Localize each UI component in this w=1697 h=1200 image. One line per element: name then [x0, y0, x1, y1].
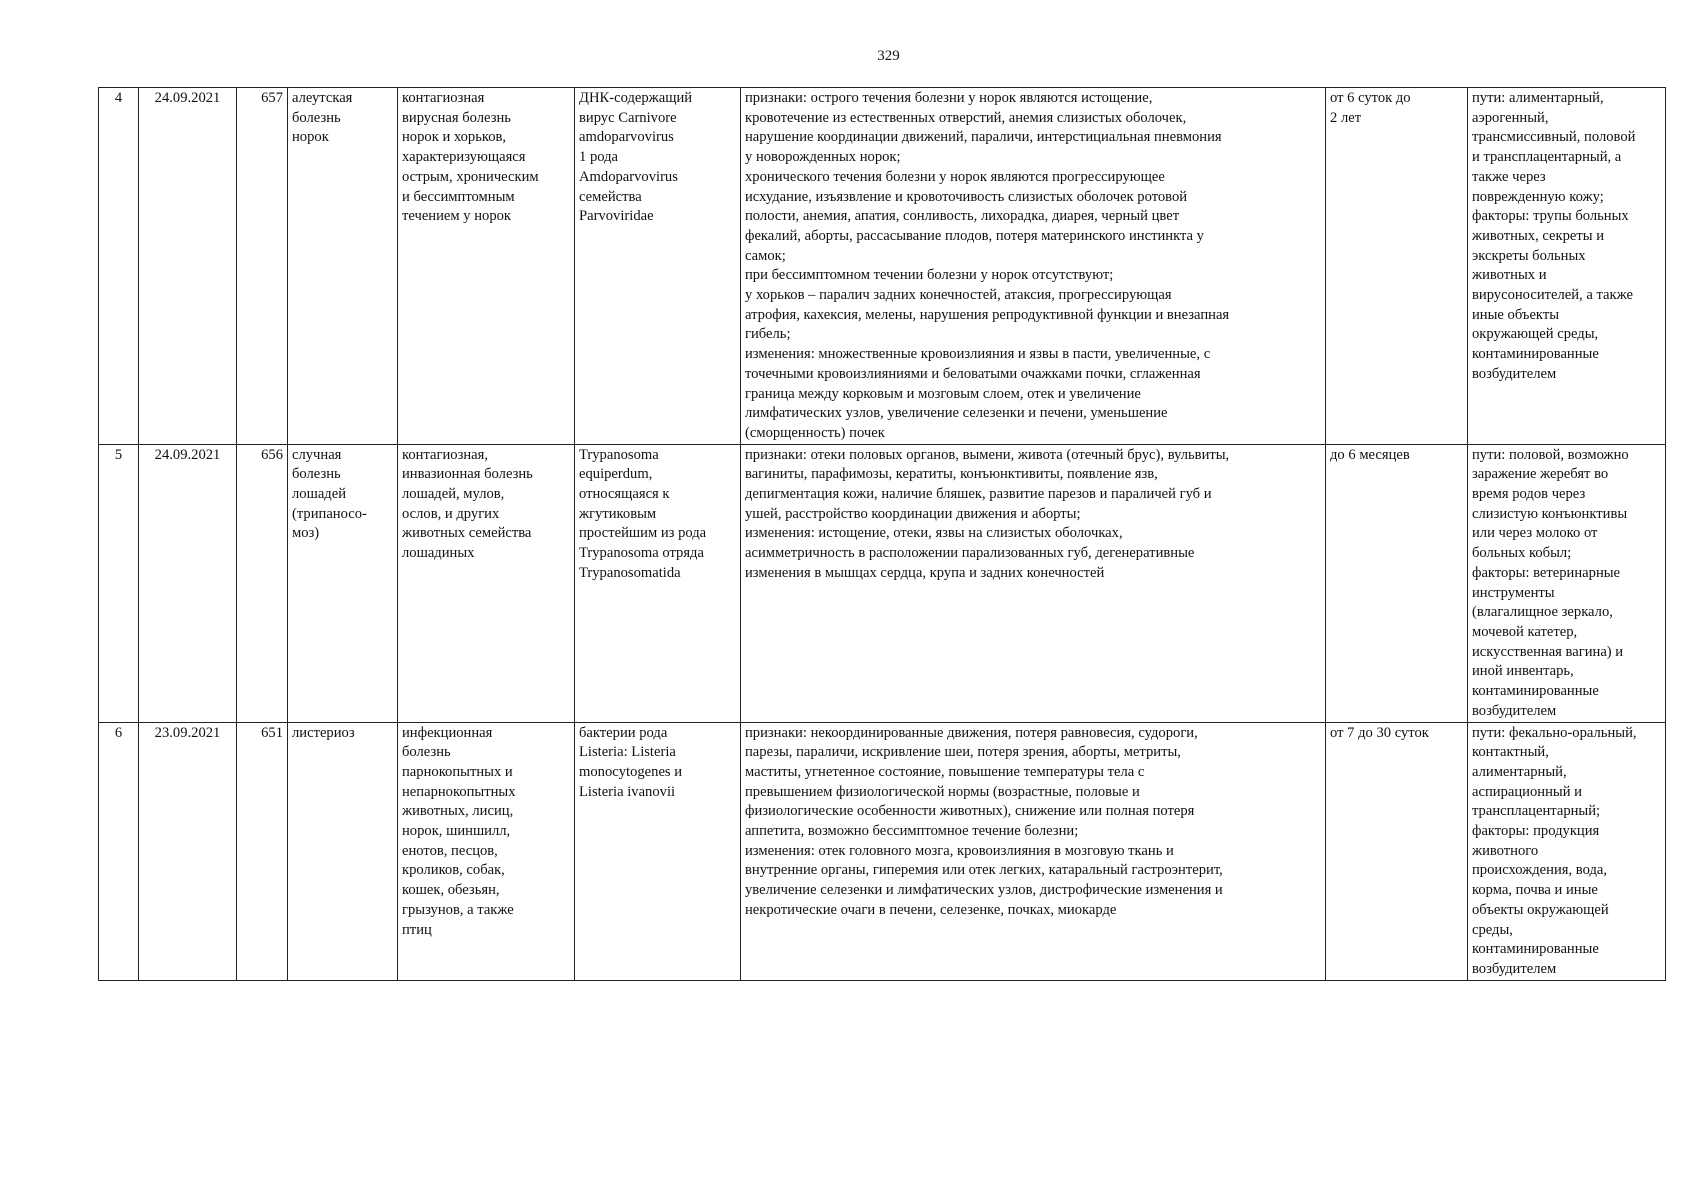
text-line: грызунов, а также — [402, 901, 514, 918]
text-line: мочевой катетер, — [1472, 623, 1578, 640]
text-line: атрофия, кахексия, мелены, нарушения репродуктивной функции и внезапная — [745, 306, 1230, 323]
registry-body — [99, 88, 1666, 981]
text-line: непарнокопытных — [402, 783, 516, 800]
text-line: острым, хроническим — [402, 168, 539, 185]
text-line: от 6 суток до — [1330, 90, 1411, 106]
incubation-cell — [1326, 88, 1468, 445]
text-line: возбудителем — [1472, 702, 1557, 719]
text-line: признаки: отеки половых органов, вымени, живота (отечный брус), вульвиты, — [745, 446, 1230, 463]
definition-cell — [398, 722, 575, 980]
text-line: пути: фекально-оральный, — [1472, 724, 1637, 741]
date-cell: 24.09.2021 — [139, 444, 237, 722]
text-line: вирус Carnivore — [579, 109, 677, 126]
text-line: иной инвентарь, — [1472, 663, 1574, 680]
text-line: признаки: некоординированные движения, потеря равновесия, судороги, — [745, 724, 1198, 741]
text-line: 1 рода — [579, 149, 619, 166]
signs-cell — [741, 722, 1326, 980]
text-line: полости, анемия, апатия, сонливость, лихорадка, диарея, черный цвет — [745, 208, 1180, 225]
text-line: контаминированные — [1472, 346, 1599, 363]
text-line: возбудителем — [1472, 960, 1557, 977]
text-line: бактерии рода — [579, 724, 668, 741]
text-line: контаминированные — [1472, 941, 1599, 958]
text-line: искусственная вагина) и — [1472, 643, 1624, 660]
text-line: иные объекты — [1472, 306, 1560, 323]
text-line: контагиозная, — [402, 446, 488, 463]
page-number: 329 — [877, 48, 900, 64]
text-line: слизистую конъюнктивы — [1472, 505, 1628, 522]
code-cell: 656 — [237, 444, 288, 722]
text-line: факторы: продукция — [1472, 823, 1600, 840]
incubation-cell — [1326, 444, 1468, 722]
text-line: трансмиссивный, половой — [1472, 129, 1636, 146]
text-line: экскреты больных — [1472, 247, 1586, 264]
table-row — [99, 444, 1666, 722]
text-line: изменения: отек головного мозга, кровоизлияния в мозговую ткань и — [745, 842, 1174, 859]
text-line: аэрогенный, — [1472, 109, 1549, 126]
text-line: корма, почва и иные — [1472, 882, 1598, 899]
disease-registry-table — [98, 87, 1666, 981]
text-line: у новорожденных норок; — [745, 149, 901, 166]
disease-name-cell — [288, 722, 398, 980]
text-line: объекты окружающей — [1472, 901, 1609, 918]
disease-name-cell — [288, 444, 398, 722]
text-line: птиц — [402, 921, 432, 938]
text-line: случная — [292, 446, 342, 463]
text-line: трансплацентарный; — [1472, 803, 1601, 820]
text-line: Trypanosoma — [579, 446, 659, 463]
text-line: или через молоко от — [1472, 525, 1598, 542]
text-line: amdoparvovirus — [579, 129, 674, 146]
text-line: простейшим из рода — [579, 525, 707, 542]
definition-cell — [398, 88, 575, 445]
text-line: животного — [1472, 842, 1539, 859]
text-line: Amdoparvovirus — [579, 168, 678, 185]
text-line: животных семейства — [402, 525, 532, 542]
text-line: пути: алиментарный, — [1472, 90, 1604, 106]
text-line: исхудание, изъязвление и кровоточивость слизистых оболочек ротовой — [745, 188, 1188, 205]
text-line: происхождения, вода, — [1472, 862, 1608, 879]
text-line: относящаяся к — [579, 486, 670, 503]
text-line: животных и — [1472, 267, 1547, 284]
row-number-cell: 5 — [99, 444, 139, 722]
text-line: при бессимптомном течении болезни у норок отсутствуют; — [745, 267, 1114, 284]
text-line: у хорьков – паралич задних конечностей, атаксия, прогрессирующая — [745, 287, 1172, 304]
text-line: факторы: трупы больных — [1472, 208, 1629, 225]
text-line: лошадей, мулов, — [402, 486, 505, 503]
text-line: Listeria: Listeria — [579, 744, 676, 761]
disease-name-cell — [288, 88, 398, 445]
text-line: время родов через — [1472, 486, 1586, 503]
routes-cell — [1468, 88, 1666, 445]
text-line: семейства — [579, 188, 642, 205]
text-line: контагиозная — [402, 90, 485, 106]
text-line: жгутиковым — [579, 505, 657, 522]
text-line: болезнь — [402, 744, 451, 761]
text-line: ушей, расстройство координации движения и аборты; — [745, 505, 1081, 522]
text-line: моз) — [292, 525, 320, 542]
text-line: нарушение координации движений, параличи, интерстициальная пневмония — [745, 129, 1222, 146]
text-line: некротические очаги в печени, селезенке, почках, миокарде — [745, 901, 1117, 918]
text-line: животных, секреты и — [1472, 227, 1605, 244]
text-line: (сморщенность) почек — [745, 424, 885, 441]
code-cell: 651 — [237, 722, 288, 980]
text-line: лошадиных — [402, 545, 475, 562]
text-line: ослов, и других — [402, 505, 500, 522]
text-line: 2 лет — [1330, 109, 1362, 126]
text-line: гибель; — [745, 326, 791, 343]
text-line: equiperdum, — [579, 466, 653, 483]
text-line: инструменты — [1472, 584, 1555, 601]
text-line: внутренние органы, гиперемия или отек легких, катаральный гастроэнтерит, — [745, 862, 1223, 879]
text-line: норок и хорьков, — [402, 129, 507, 146]
text-line: алиментарный, — [1472, 763, 1567, 780]
definition-cell — [398, 444, 575, 722]
signs-cell — [741, 88, 1326, 445]
incubation-cell — [1326, 722, 1468, 980]
text-line: лимфатических узлов, увеличение селезенки и печени, уменьшение — [745, 405, 1168, 422]
text-line: поврежденную кожу; — [1472, 188, 1604, 205]
text-line: Trypanosoma отряда — [579, 545, 704, 562]
text-line: заражение жеребят во — [1472, 466, 1609, 483]
text-line: вирусоносителей, а также — [1472, 287, 1633, 304]
routes-cell — [1468, 444, 1666, 722]
text-line: больных кобыл; — [1472, 545, 1572, 562]
text-line: лошадей — [292, 486, 347, 503]
text-line: от 7 до 30 суток — [1330, 724, 1429, 741]
code-cell: 657 — [237, 88, 288, 445]
text-line: парезы, параличи, искривление шеи, потеря зрения, аборты, метриты, — [745, 744, 1181, 761]
table-row — [99, 88, 1666, 445]
text-line: вирусная болезнь — [402, 109, 511, 126]
text-line: контаминированные — [1472, 683, 1599, 700]
text-line: течением у норок — [402, 208, 512, 225]
text-line: болезнь — [292, 109, 341, 126]
text-line: физиологические особенности животных), снижение или полная потеря — [745, 803, 1195, 820]
text-line: Trypanosomatida — [579, 564, 681, 581]
text-line: признаки: острого течения болезни у норок являются истощение, — [745, 90, 1153, 106]
text-line: кровотечение из естественных отверстий, анемия слизистых оболочек, — [745, 109, 1187, 126]
signs-cell — [741, 444, 1326, 722]
text-line: маститы, угнетенное состояние, повышение температуры тела с — [745, 763, 1145, 780]
text-line: до 6 месяцев — [1330, 446, 1410, 463]
date-cell: 24.09.2021 — [139, 88, 237, 445]
text-line: ДНК-содержащий — [579, 90, 693, 106]
row-number-cell: 4 — [99, 88, 139, 445]
text-line: аспирационный и — [1472, 783, 1582, 800]
text-line: изменения в мышцах сердца, крупа и задних конечностей — [745, 564, 1105, 581]
text-line: возбудителем — [1472, 365, 1557, 382]
text-line: Listeria ivanovii — [579, 783, 676, 800]
text-line: норок, шиншилл, — [402, 823, 511, 840]
text-line: болезнь — [292, 466, 341, 483]
text-line: и бессимптомным — [402, 188, 515, 205]
agent-cell — [575, 444, 741, 722]
table-row — [99, 722, 1666, 980]
text-line: енотов, песцов, — [402, 842, 498, 859]
row-number-cell: 6 — [99, 722, 139, 980]
text-line: увеличение селезенки и лимфатических узлов, дистрофические изменения и — [745, 882, 1223, 899]
text-line: пути: половой, возможно — [1472, 446, 1629, 463]
text-line: контактный, — [1472, 744, 1549, 761]
text-line: хронического течения болезни у норок являются прогрессирующее — [745, 168, 1165, 185]
text-line: кроликов, собак, — [402, 862, 505, 879]
text-line: характеризующаяся — [402, 149, 526, 166]
text-line: асимметричность в расположении парализованных губ, дегенеративные — [745, 545, 1195, 562]
text-line: факторы: ветеринарные — [1472, 564, 1621, 581]
text-line: аппетита, возможно бессимптомное течение болезни; — [745, 823, 1079, 840]
text-line: превышением физиологической нормы (возрастные, половые и — [745, 783, 1140, 800]
text-line: изменения: множественные кровоизлияния и язвы в пасти, увеличенные, с — [745, 346, 1211, 363]
text-line: (влагалищное зеркало, — [1472, 604, 1613, 621]
text-line: и трансплацентарный, а — [1472, 149, 1622, 166]
text-line: фекалий, аборты, рассасывание плодов, потеря материнского инстинкта у — [745, 227, 1204, 244]
text-line: среды, — [1472, 921, 1513, 938]
text-line: окружающей среды, — [1472, 326, 1599, 343]
text-line: граница между корковым и мозговым слоем, отек и увеличение — [745, 385, 1141, 402]
routes-cell — [1468, 722, 1666, 980]
text-line: кошек, обезьян, — [402, 882, 500, 899]
text-line: депигментация кожи, наличие бляшек, развитие парезов и параличей губ и — [745, 486, 1212, 503]
date-cell: 23.09.2021 — [139, 722, 237, 980]
text-line: инвазионная болезнь — [402, 466, 533, 483]
text-line: также через — [1472, 168, 1546, 185]
text-line: парнокопытных и — [402, 763, 513, 780]
text-line: животных, лисиц, — [402, 803, 514, 820]
text-line: изменения: истощение, отеки, язвы на слизистых оболочках, — [745, 525, 1123, 542]
text-line: monocytogenes и — [579, 763, 683, 780]
text-line: самок; — [745, 247, 786, 264]
text-line: инфекционная — [402, 724, 493, 741]
text-line: (трипаносо- — [292, 505, 367, 522]
agent-cell — [575, 722, 741, 980]
text-line: алеутская — [292, 90, 353, 106]
text-line: норок — [292, 129, 329, 146]
agent-cell — [575, 88, 741, 445]
text-line: точечными кровоизлияниями и беловатыми очажками почки, сглаженная — [745, 365, 1201, 382]
text-line: Parvoviridae — [579, 208, 654, 225]
text-line: листериоз — [292, 724, 355, 741]
text-line: вагиниты, парафимозы, кератиты, конъюнктивиты, появление язв, — [745, 466, 1158, 483]
